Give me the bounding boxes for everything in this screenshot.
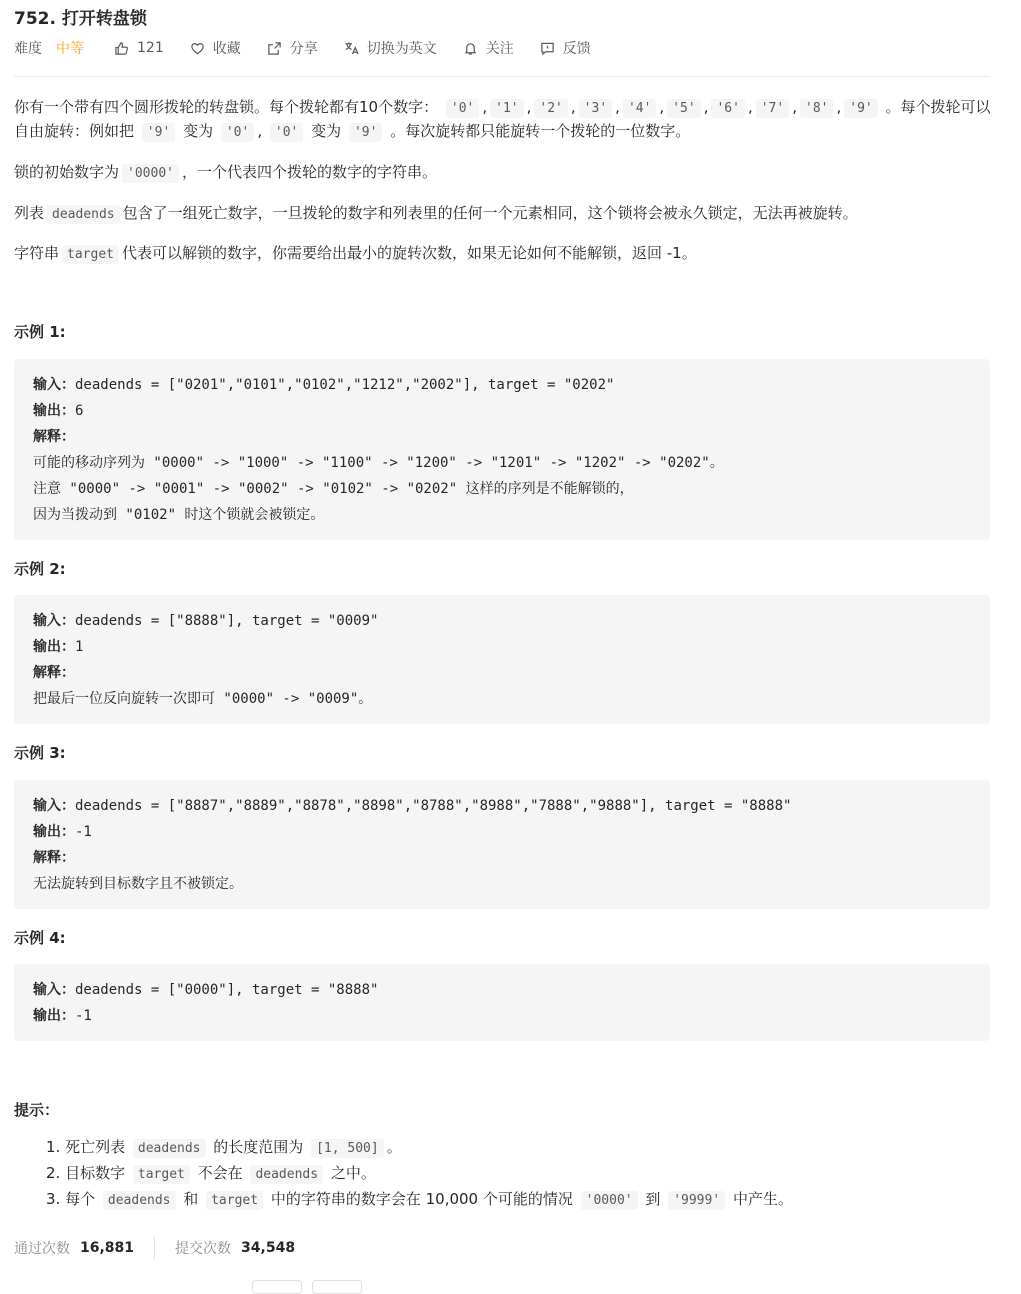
explain-label: 解释： xyxy=(33,850,75,866)
share-button[interactable] xyxy=(267,38,318,58)
initial-code: '0000' xyxy=(122,164,179,183)
text-span: 每个 xyxy=(65,1190,96,1208)
output-text: 1 xyxy=(75,639,84,655)
description-paragraph-1 xyxy=(14,95,991,121)
example-1-title: 示例 1: xyxy=(14,323,66,341)
text-span: 列表 xyxy=(14,204,45,222)
digit-code: '4' xyxy=(623,99,656,118)
text-span: 和 xyxy=(183,1190,199,1208)
difficulty-badge: 中等 xyxy=(56,41,84,57)
deadends-code: deadends xyxy=(103,1191,176,1210)
header-divider xyxy=(14,76,990,77)
text-span: 包含了一组死亡数字，一旦拨轮的数字和列表里的任何一个元素相同，这个锁将会被永久锁定，无法再被旋转。 xyxy=(122,204,858,222)
switch-language-button[interactable] xyxy=(344,38,437,58)
feedback-label: 反馈 xyxy=(562,41,591,57)
comma: , xyxy=(836,98,842,116)
min-code: '0000' xyxy=(581,1191,638,1210)
text-span: 不会在 xyxy=(197,1164,243,1182)
explain-text: 无法旋转到目标数字且不被锁定。 xyxy=(33,876,243,892)
favorite-button[interactable] xyxy=(190,38,241,58)
target-code: target xyxy=(133,1165,190,1184)
output-label: 输出： xyxy=(33,824,75,840)
output-text: 6 xyxy=(75,403,84,419)
comma: , xyxy=(482,98,488,116)
text-span: 中的字符串的数字会在 10,000 个可能的情况 xyxy=(270,1190,573,1208)
digit-code: '1' xyxy=(490,99,523,118)
output-label: 输出： xyxy=(33,639,75,655)
comma: , xyxy=(615,98,620,116)
explain-text: 可能的移动序列为 "0000" -> "1000" -> "1100" -> "1200" -> "1201" -> "1202" -> "0202"。 xyxy=(33,455,724,471)
example-2-title: 示例 2: xyxy=(14,560,66,578)
example-3-block xyxy=(14,780,990,909)
example-4-title: 示例 4: xyxy=(14,929,66,947)
digit-code: '7' xyxy=(756,99,789,118)
submitted-count: 34,548 xyxy=(241,1240,296,1256)
input-text: deadends = ["0000"], target = "8888" xyxy=(75,982,379,998)
digit-code: '0' xyxy=(221,123,254,142)
hint-item xyxy=(46,1135,793,1161)
input-label: 输入： xyxy=(33,982,75,998)
text-span: 目标数字 xyxy=(65,1164,126,1182)
max-code: '9999' xyxy=(668,1191,725,1210)
output-text: -1 xyxy=(75,1008,92,1024)
target-code: target xyxy=(206,1191,263,1210)
digit-code: '6' xyxy=(711,99,744,118)
problem-title: 752. 打开转盘锁 xyxy=(14,9,147,29)
hints-title: 提示： xyxy=(14,1101,60,1119)
submitted-label: 提交次数 xyxy=(175,1241,232,1257)
text-span: 代表可以解锁的数字，你需要给出最小的旋转次数，如果无论如何不能解锁，返回 -1。 xyxy=(121,244,697,262)
text-span: 自由旋转：例如把 xyxy=(14,122,135,140)
target-code: target xyxy=(62,245,119,264)
bell-icon xyxy=(463,41,478,56)
comma: , xyxy=(659,98,665,116)
accepted-label: 通过次数 xyxy=(14,1241,70,1257)
digit-code: '2' xyxy=(534,99,567,118)
digit-code: '5' xyxy=(667,99,700,118)
problem-meta-bar xyxy=(14,38,617,58)
comma: , xyxy=(257,122,263,140)
thumbs-up-icon xyxy=(114,41,129,56)
example-1-block xyxy=(14,359,990,540)
bottom-action-button[interactable] xyxy=(252,1280,302,1294)
like-count: 121 xyxy=(137,40,164,56)
explain-label: 解释： xyxy=(33,665,75,681)
hints-list xyxy=(46,1135,793,1213)
follow-button[interactable] xyxy=(463,38,514,58)
comma: , xyxy=(792,98,797,116)
explain-label: 解释： xyxy=(33,429,75,445)
hint-number: 3. xyxy=(46,1190,61,1208)
example-2-block xyxy=(14,595,990,724)
digit-code: '9' xyxy=(349,123,382,142)
explain-text: 把最后一位反向旋转一次即可 "0000" -> "0009"。 xyxy=(33,691,373,707)
deadends-code: deadends xyxy=(250,1165,323,1184)
description-paragraph-1-line-2 xyxy=(14,119,690,145)
translate-icon xyxy=(344,41,359,56)
input-text: deadends = ["8888"], target = "0009" xyxy=(75,613,379,629)
text-span: ，一个代表四个拨轮的数字的字符串。 xyxy=(181,163,437,181)
text-span: 的长度范围为 xyxy=(213,1138,304,1156)
text-span: 。 xyxy=(386,1138,402,1156)
stats-separator xyxy=(154,1237,155,1259)
deadends-code: deadends xyxy=(47,205,120,224)
digit-code: '8' xyxy=(800,99,833,118)
text-span: 。每次旋转都只能旋转一个拨轮的一位数字。 xyxy=(390,122,691,140)
text-span: 。每个拨轮可以 xyxy=(885,98,991,116)
difficulty-label: 难度 xyxy=(14,41,42,57)
feedback-icon xyxy=(540,41,555,56)
text-span: 到 xyxy=(645,1190,661,1208)
description-paragraph-4 xyxy=(14,241,697,267)
output-label: 输出： xyxy=(33,403,75,419)
input-label: 输入： xyxy=(33,798,75,814)
heart-icon xyxy=(190,41,205,56)
switch-language-label: 切换为英文 xyxy=(366,41,437,57)
output-text: -1 xyxy=(75,824,92,840)
text-span: 变为 xyxy=(311,122,342,140)
digit-code: '9' xyxy=(844,99,877,118)
like-button[interactable] xyxy=(114,40,164,56)
text-span: 之中。 xyxy=(330,1164,376,1182)
input-text: deadends = ["0201","0101","0102","1212","2002"], target = "0202" xyxy=(75,377,615,393)
digit-code: '3' xyxy=(579,99,612,118)
text-span: 变为 xyxy=(183,122,214,140)
hint-number: 1. xyxy=(46,1138,61,1156)
hint-item xyxy=(46,1161,793,1187)
digit-code: '0' xyxy=(446,99,479,118)
comma: , xyxy=(570,98,576,116)
comma: , xyxy=(703,98,709,116)
hint-number: 2. xyxy=(46,1164,61,1182)
text-span: 中产生。 xyxy=(732,1190,793,1208)
input-label: 输入： xyxy=(33,613,75,629)
example-3-title: 示例 3: xyxy=(14,744,66,762)
digit-code: '9' xyxy=(142,123,175,142)
deadends-code: deadends xyxy=(133,1139,206,1158)
range-code: [1, 500] xyxy=(311,1139,384,1158)
comma: , xyxy=(747,98,753,116)
text-span: 死亡列表 xyxy=(65,1138,126,1156)
favorite-label: 收藏 xyxy=(212,41,241,57)
text-span: 锁的初始数字为 xyxy=(14,163,120,181)
example-4-block xyxy=(14,964,990,1041)
output-label: 输出： xyxy=(33,1008,75,1024)
hint-item xyxy=(46,1187,793,1213)
description-paragraph-3 xyxy=(14,201,858,227)
explain-text: 因为当拨动到 "0102" 时这个锁就会被锁定。 xyxy=(33,507,325,523)
share-icon xyxy=(267,41,282,56)
explain-text: 注意 "0000" -> "0001" -> "0002" -> "0102" -> "0202" 这样的序列是不能解锁的， xyxy=(33,481,634,497)
share-label: 分享 xyxy=(289,41,318,57)
text-span: 字符串 xyxy=(14,244,60,262)
digit-code: '0' xyxy=(270,123,303,142)
input-text: deadends = ["8887","8889","8878","8898","8788","8988","7888","9888"], target = "8888" xyxy=(75,798,792,814)
follow-label: 关注 xyxy=(485,41,514,57)
feedback-button[interactable] xyxy=(540,38,591,58)
bottom-action-button[interactable] xyxy=(312,1280,362,1294)
description-paragraph-2 xyxy=(14,160,437,186)
comma: , xyxy=(526,98,532,116)
input-label: 输入： xyxy=(33,377,75,393)
accepted-count: 16,881 xyxy=(80,1240,135,1256)
submission-stats xyxy=(14,1238,295,1258)
text-span: 你有一个带有四个圆形拨轮的转盘锁。每个拨轮都有10个数字： xyxy=(14,98,439,116)
